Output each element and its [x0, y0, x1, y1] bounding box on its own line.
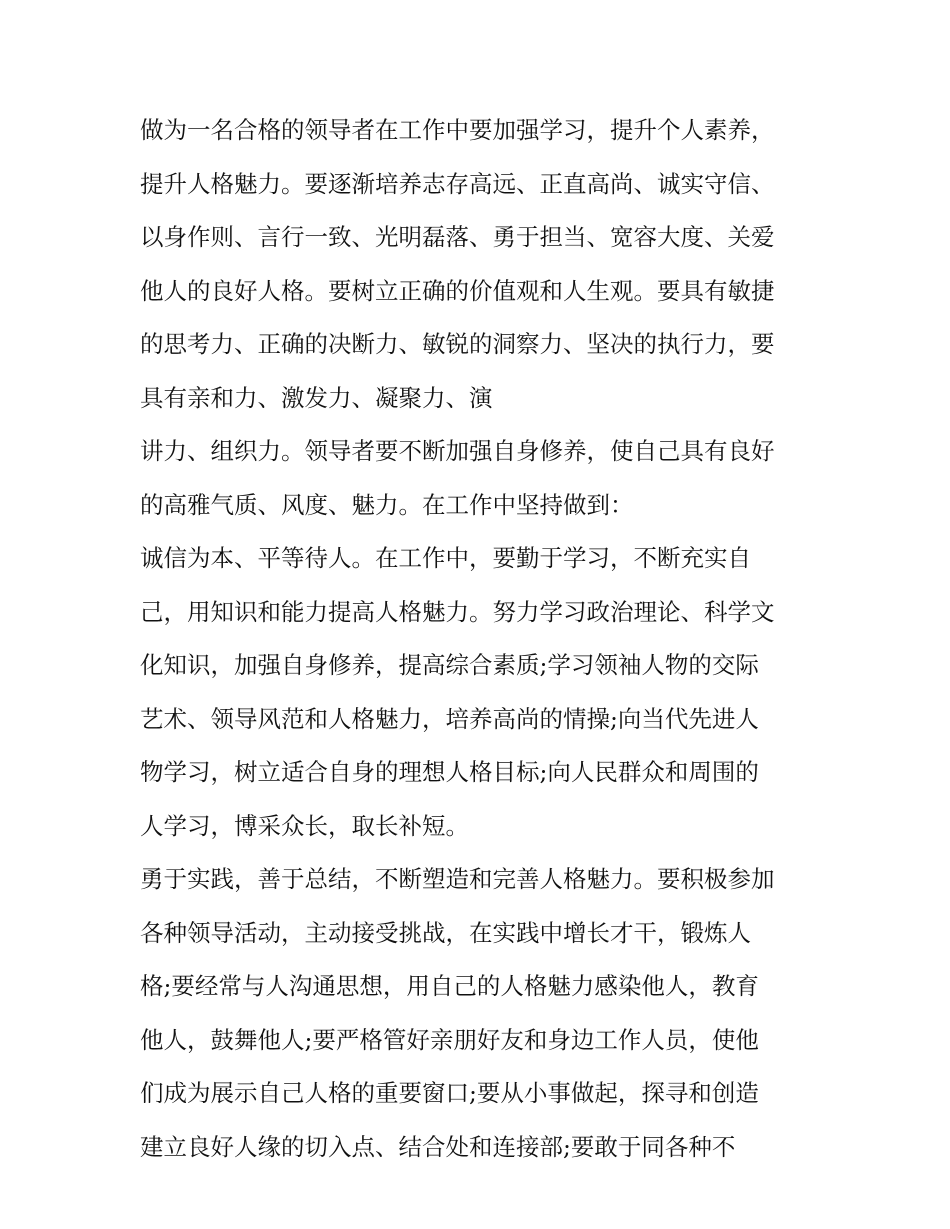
text-line: 化知识，加强自身修养，提高综合素质;学习领袖人物的交际 [140, 651, 759, 679]
text-line: 人学习，博采众长，取长补短。 [140, 811, 469, 840]
text-line: 的思考力、正确的决断力、敏锐的洞察力、坚决的执行力，要 [140, 330, 775, 358]
text-line: 提升人格魅力。要逐渐培养志存高远、正直高尚、诚实守信、 [140, 169, 775, 198]
text-line: 诚信为本、平等待人。在工作中，要勤于学习，不断充实自 [140, 544, 751, 572]
text-line: 建立良好人缘的切入点、结合处和连接部;要敢于同各种不 [140, 1132, 736, 1161]
text-line: 己，用知识和能力提高人格魅力。努力学习政治理论、科学文 [140, 597, 775, 626]
text-line: 勇于实践，善于总结，不断塑造和完善人格魅力。要积极参加 [140, 865, 775, 893]
text-line: 们成为展示自己人格的重要窗口;要从小事做起，探寻和创造 [140, 1079, 759, 1107]
text-line: 讲力、组织力。领导者要不断加强自身修养，使自己具有良好 [140, 437, 775, 465]
text-line: 格;要经常与人沟通思想，用自己的人格魅力感染他人，教育 [140, 972, 759, 1000]
text-line: 的高雅气质、风度、魅力。在工作中坚持做到： [140, 490, 634, 519]
text-line: 他人的良好人格。要树立正确的价值观和人生观。要具有敏捷 [140, 276, 775, 305]
text-line: 艺术、领导风范和人格魅力，培养高尚的情操;向当代先进人 [140, 704, 759, 733]
text-line: 物学习，树立适合自身的理想人格目标;向人民群众和周围的 [140, 758, 759, 786]
text-line: 各种领导活动，主动接受挑战，在实践中增长才干，锻炼人 [140, 918, 751, 947]
text-line: 做为一名合格的领导者在工作中要加强学习，提升个人素养， [140, 116, 775, 144]
body-text [140, 104, 830, 1174]
text-line: 他人，鼓舞他人;要严格管好亲朋好友和身边工作人员，使他 [140, 1025, 759, 1054]
text-line: 以身作则、言行一致、光明磊落、勇于担当、宽容大度、关爱 [140, 223, 775, 251]
text-line: 具有亲和力、激发力、凝聚力、演 [140, 383, 493, 412]
